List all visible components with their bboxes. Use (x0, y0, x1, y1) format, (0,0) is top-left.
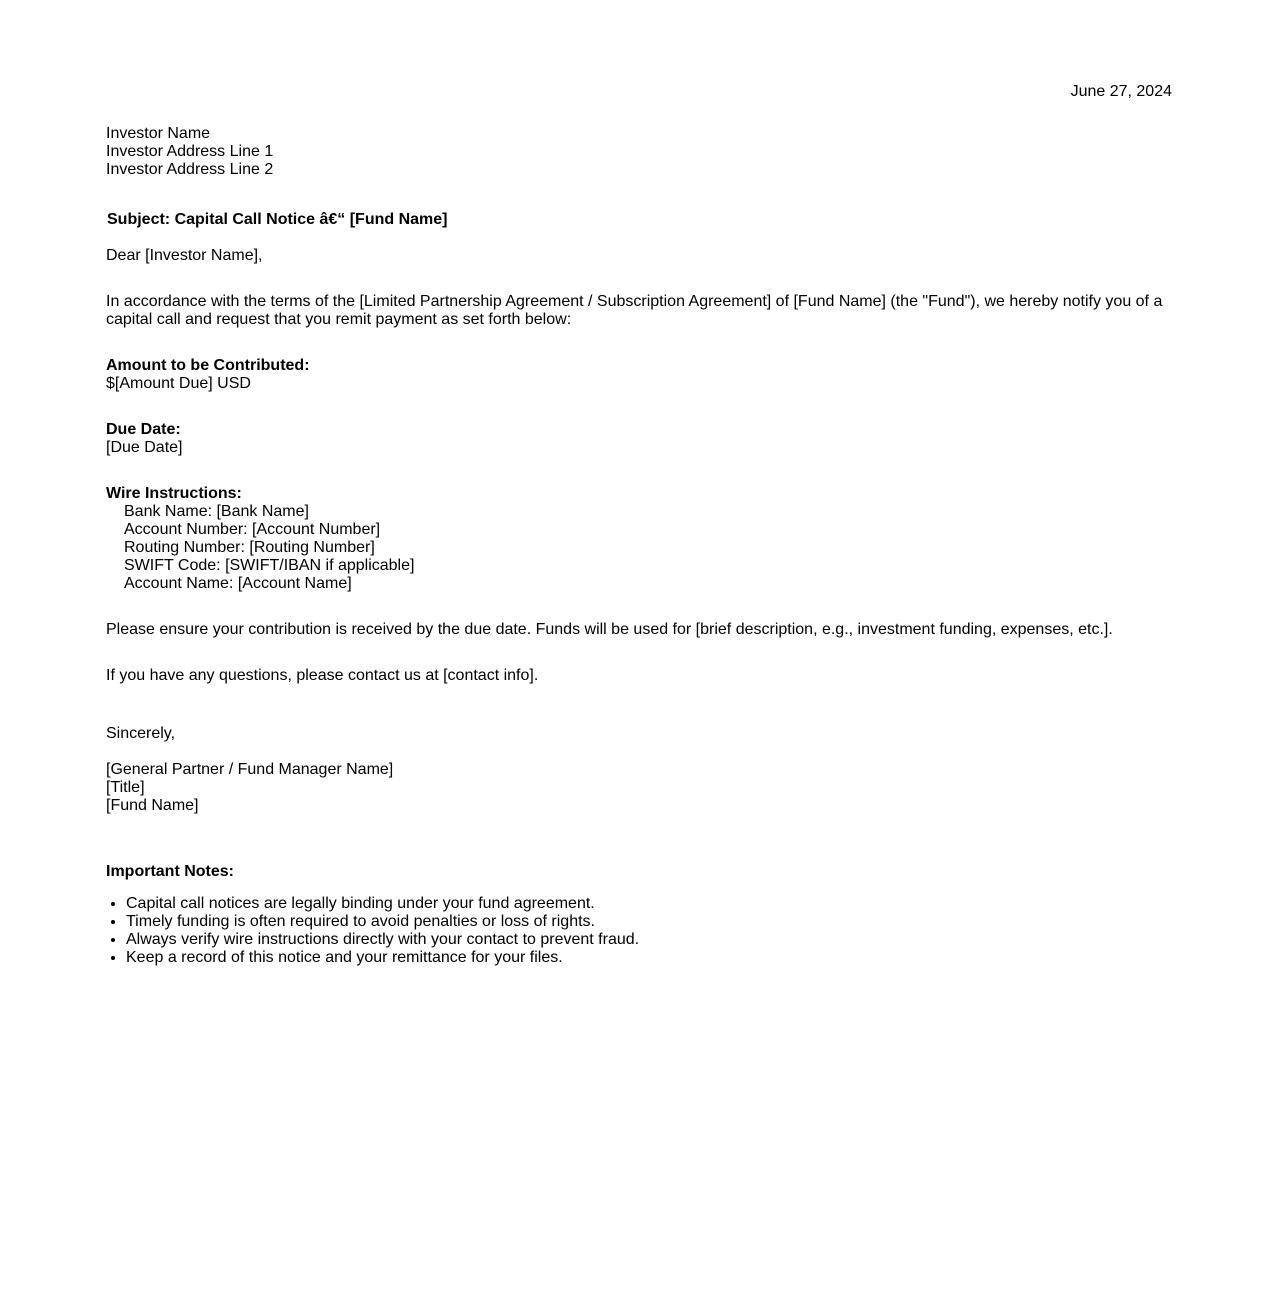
list-item: • Timely funding is often required to avoid penalties or loss of rights. (126, 913, 639, 931)
wire-account-number: Account Number: [Account Number] (124, 521, 381, 538)
letter-subject: Subject: Capital Call Notice â€“ [Fund Name] (107, 211, 448, 228)
due-date-value: [Due Date] (106, 439, 183, 456)
closing: Sincerely, (106, 725, 176, 742)
list-item: • Capital call notices are legally binding under your fund agreement. (126, 895, 639, 913)
wire-instructions-section (106, 485, 414, 593)
signature-fund: [Fund Name] (106, 797, 199, 814)
due-date-section (106, 421, 182, 457)
recipient-address (106, 125, 273, 179)
salutation: Dear [Investor Name], (106, 247, 263, 264)
signature-title: [Title] (106, 779, 145, 796)
due-date-label: Due Date: (106, 421, 181, 438)
intro-paragraph: In accordance with the terms of the [Limited Partnership Agreement / Subscription Agreement] of [Fund Name] (the "Fund"), we hereby notify you of a capital call and request that you remit payment as set forth below: (106, 293, 1163, 328)
wire-bank-name: Bank Name: [Bank Name] (124, 503, 309, 520)
wire-account-name: Account Name: [Account Name] (124, 575, 352, 592)
amount-value: $[Amount Due] USD (106, 375, 251, 392)
list-item: • Always verify wire instructions directly with your contact to prevent fraud. (126, 931, 639, 949)
wire-routing-number: Routing Number: [Routing Number] (124, 539, 375, 556)
ensure-paragraph: Please ensure your contribution is received by the due date. Funds will be used for [brief description, e.g., investment funding, expenses, etc.]. (106, 621, 1113, 638)
questions-paragraph: If you have any questions, please contact us at [contact info]. (106, 667, 539, 684)
amount-label: Amount to be Contributed: (106, 357, 310, 374)
amount-section (106, 357, 310, 393)
letter-date: June 27, 2024 (1070, 83, 1172, 100)
recipient-address-line-2: Investor Address Line 2 (106, 161, 274, 178)
notes-list (106, 895, 639, 967)
recipient-name: Investor Name (106, 125, 211, 142)
notes-title: Important Notes: (106, 863, 234, 880)
wire-instructions-label: Wire Instructions: (106, 485, 242, 502)
signature-name: [General Partner / Fund Manager Name] (106, 761, 394, 778)
wire-swift-code: SWIFT Code: [SWIFT/IBAN if applicable] (124, 557, 415, 574)
signature-block (106, 761, 393, 815)
list-item: • Keep a record of this notice and your remittance for your files. (126, 949, 639, 967)
recipient-address-line-1: Investor Address Line 1 (106, 143, 274, 160)
